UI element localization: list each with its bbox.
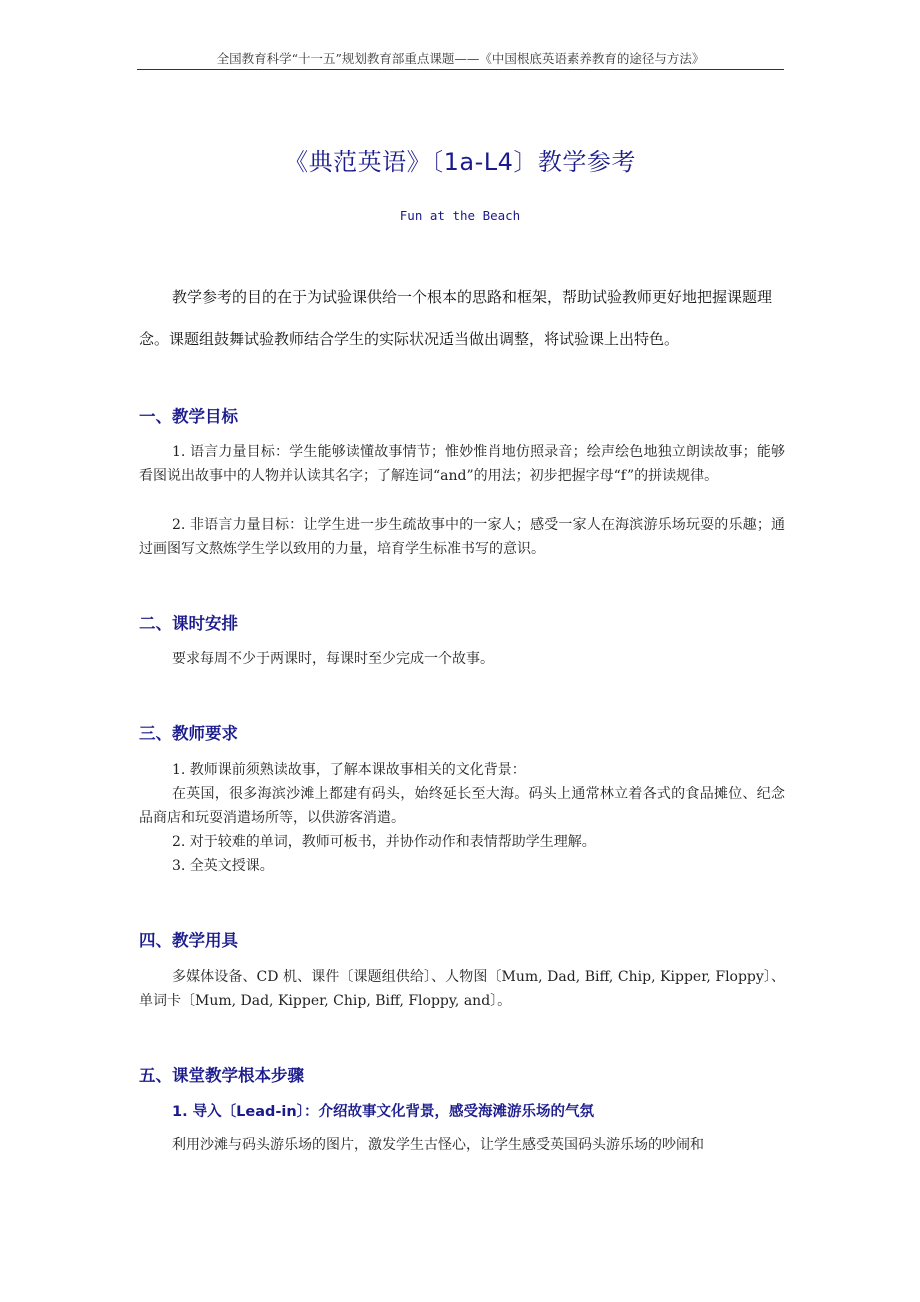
- schedule-text: 要求每周不少于两课时，每课时至少完成一个故事。: [172, 651, 494, 667]
- materials-text: 多媒体设备、CD 机、课件〔课题组供给〕、人物图〔Mum, Dad, Biff, Chip, Kipper, Floppy〕、单词卡〔Mum, Dad, Kipper, Chip, Biff, Floppy, and〕。: [139, 969, 785, 1009]
- document-subtitle: Fun at the Beach: [399, 208, 521, 223]
- step-lead-in-text: 利用沙滩与码头游乐场的图片，激发学生古怪心，让学生感受英国码头游乐场的吵闹和: [172, 1137, 704, 1153]
- running-header: 全国教育科学“十一五”规划教育部重点课题——《中国根底英语素养教育的途径与方法》: [137, 50, 784, 70]
- objective-language: 1. 语言力量目标：学生能够读懂故事情节；惟妙惟肖地仿照录音；绘声绘色地独立朗读故事；能够看图说出故事中的人物并认读其名字；了解连词“and”的用法；初步把握字母“f”的拼读规律。: [139, 444, 785, 484]
- teacher-req-background: 在英国，很多海滨沙滩上都建有码头，始终延长至大海。码头上通常林立着各式的食品摊位、纪念品商店和玩耍消遣场所等，以供游客消遣。: [139, 786, 785, 826]
- intro-paragraph: 教学参考的目的在于为试验课供给一个根本的思路和框架，帮助试验教师更好地把握课题理念。课题组鼓舞试验教师结合学生的实际状况适当做出调整，将试验课上出特色。: [139, 288, 773, 348]
- section-heading-steps: 五、课堂教学根本步骤: [139, 1066, 304, 1085]
- objective-non-language: 2. 非语言力量目标：让学生进一步生疏故事中的一家人；感受一家人在海滨游乐场玩耍的乐趣；通过画图写文熬炼学生学以致用的力量，培育学生标准书写的意识。: [139, 517, 785, 557]
- document-title: 《典范英语》〔1a-L4〕教学参考: [284, 148, 636, 176]
- step-lead-in-heading: 1. 导入〔Lead-in〕：介绍故事文化背景，感受海滩游乐场的气氛: [172, 1104, 594, 1120]
- section-heading-schedule: 二、课时安排: [139, 614, 238, 633]
- section-heading-objectives: 一、教学目标: [139, 407, 238, 426]
- section-heading-teacher-requirements: 三、教师要求: [139, 724, 238, 743]
- teacher-req-1: 1. 教师课前须熟读故事，了解本课故事相关的文化背景：: [172, 762, 526, 778]
- teacher-req-2: 2. 对于较难的单词，教师可板书，并协作动作和表情帮助学生理解。: [172, 834, 596, 850]
- teacher-req-3: 3. 全英文授课。: [172, 858, 274, 874]
- section-heading-materials: 四、教学用具: [139, 931, 238, 950]
